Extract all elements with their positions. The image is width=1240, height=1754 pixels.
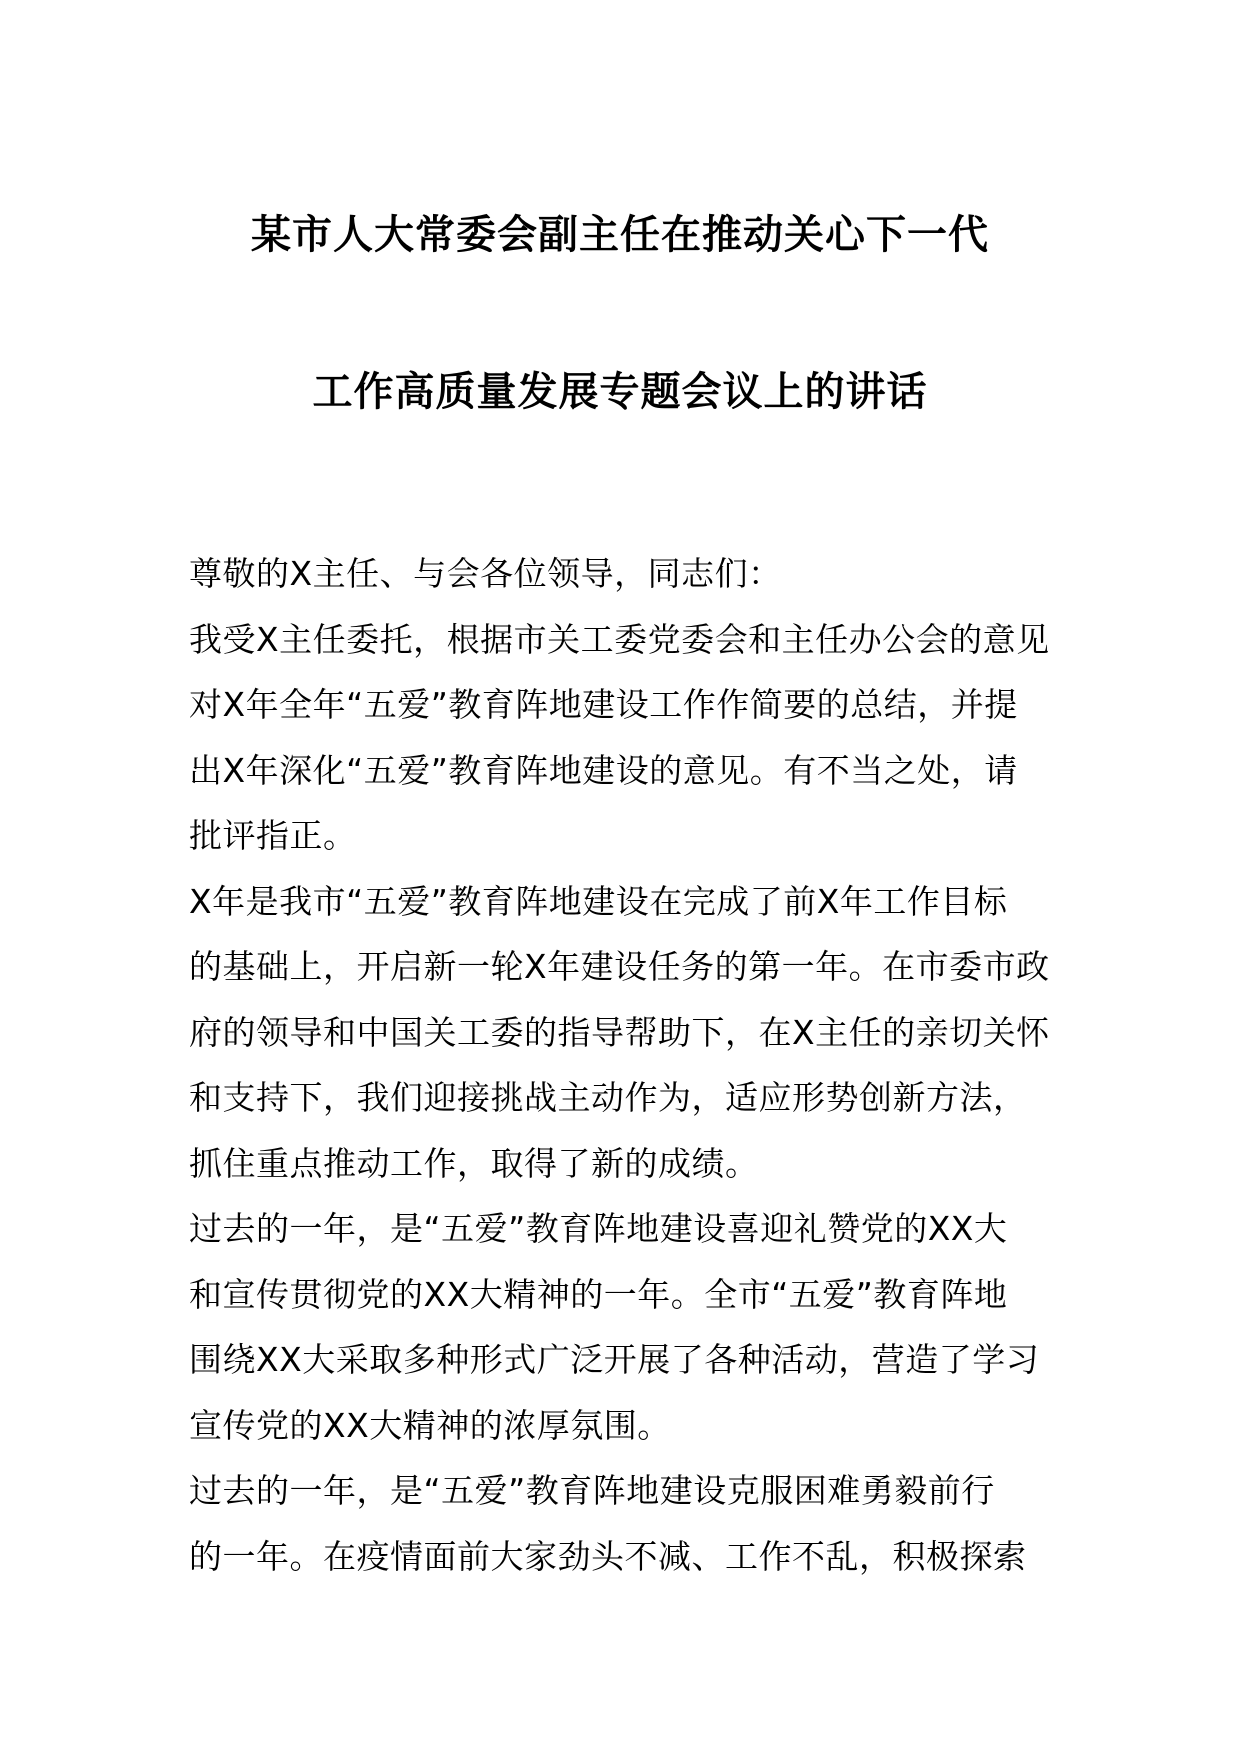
body-line-10: 抓住重点推动工作，取得了新的成绩。 (189, 1144, 759, 1183)
body-line-1: 尊敬的X主任、与会各位领导，同志们： (189, 554, 782, 593)
document-title-line-2: 工作高质量发展专题会议上的讲话 (312, 369, 928, 415)
body-line-15: 过去的一年，是“五爱”教育阵地建设克服困难勇毅前行 (189, 1471, 995, 1510)
body-line-4: 出X年深化“五爱”教育阵地建设的意见。有不当之处，请 (189, 751, 1018, 790)
body-line-2: 我受X主任委托，根据市关工委党委会和主任办公会的意见 (189, 620, 1050, 659)
body-line-8: 府的领导和中国关工委的指导帮助下，在X主任的亲切关怀 (189, 1013, 1050, 1052)
body-line-5: 批评指正。 (189, 816, 357, 855)
body-line-7: 的基础上，开启新一轮X年建设任务的第一年。在市委市政 (189, 947, 1050, 986)
body-line-16: 的一年。在疫情面前大家劲头不减、工作不乱，积极探索 (189, 1537, 1027, 1576)
body-line-14: 宣传党的XX大精神的浓厚氛围。 (189, 1406, 671, 1445)
body-line-13: 围绕XX大采取多种形式广泛开展了各种活动，营造了学习 (189, 1340, 1040, 1379)
body-line-11: 过去的一年，是“五爱”教育阵地建设喜迎礼赞党的XX大 (189, 1209, 1008, 1248)
body-line-6: X年是我市“五爱”教育阵地建设在完成了前X年工作目标 (189, 882, 1008, 921)
body-line-12: 和宣传贯彻党的XX大精神的一年。全市“五爱”教育阵地 (189, 1275, 1008, 1314)
document-title-line-1: 某市人大常委会副主任在推动关心下一代 (251, 212, 989, 258)
body-line-3: 对X年全年“五爱”教育阵地建设工作作简要的总结，并提 (189, 685, 1018, 724)
body-line-9: 和支持下，我们迎接挑战主动作为，适应形势创新方法， (189, 1078, 1027, 1117)
